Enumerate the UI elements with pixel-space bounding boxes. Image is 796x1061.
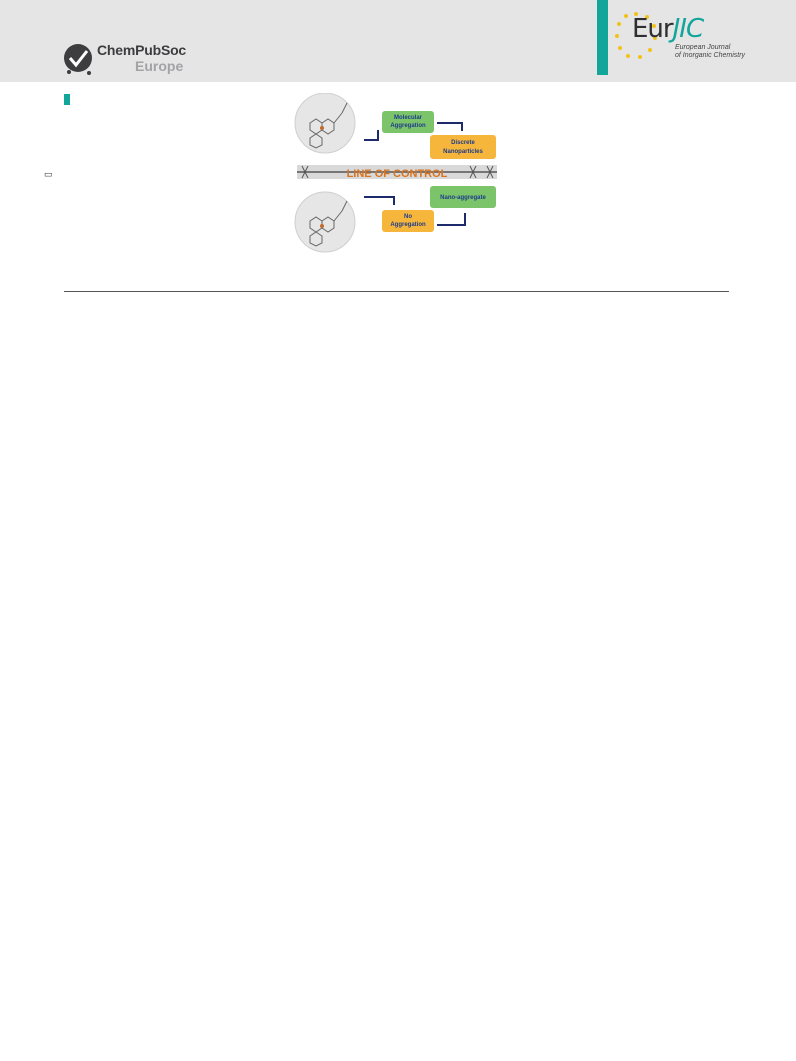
svg-text:Aggregation: Aggregation (390, 123, 426, 129)
publisher-region: Europe (135, 58, 184, 74)
toc-graphic (292, 93, 502, 253)
journal-abbr-eur: Eur (632, 14, 673, 44)
publisher-name: ChemPubSoc (97, 42, 187, 58)
svg-text:Aggregation: Aggregation (390, 222, 426, 228)
journal-abbr-jic: JIC (672, 14, 704, 44)
svg-text:LINE OF CONTROL: LINE OF CONTROL (346, 168, 448, 180)
journal-header (0, 0, 796, 82)
svg-text:Molecular: Molecular (393, 115, 423, 121)
journal-logo (632, 14, 703, 44)
bottom-molecule-circle (295, 192, 355, 252)
top-molecule-circle (295, 93, 355, 153)
top-arrow-1 (364, 130, 378, 140)
svg-text:Discrete: Discrete (451, 140, 475, 146)
svg-text:No: No (404, 214, 412, 220)
side-icon: ▭ (44, 169, 53, 179)
svg-text:Nanoparticles: Nanoparticles (443, 149, 483, 155)
section-marker (64, 94, 70, 105)
svg-text:Nano-aggregate: Nano-aggregate (440, 195, 486, 201)
top-arrow-2 (437, 123, 462, 131)
journal-full-name-line1: European Journal (675, 44, 731, 51)
header-accent-bar (597, 0, 608, 75)
horizontal-rule (64, 291, 729, 292)
bottom-arrow-1 (364, 197, 394, 205)
journal-full-name-line2: of Inorganic Chemistry (675, 52, 746, 59)
discrete-nanoparticles-box (430, 135, 496, 159)
bottom-arrow-2 (437, 213, 465, 225)
